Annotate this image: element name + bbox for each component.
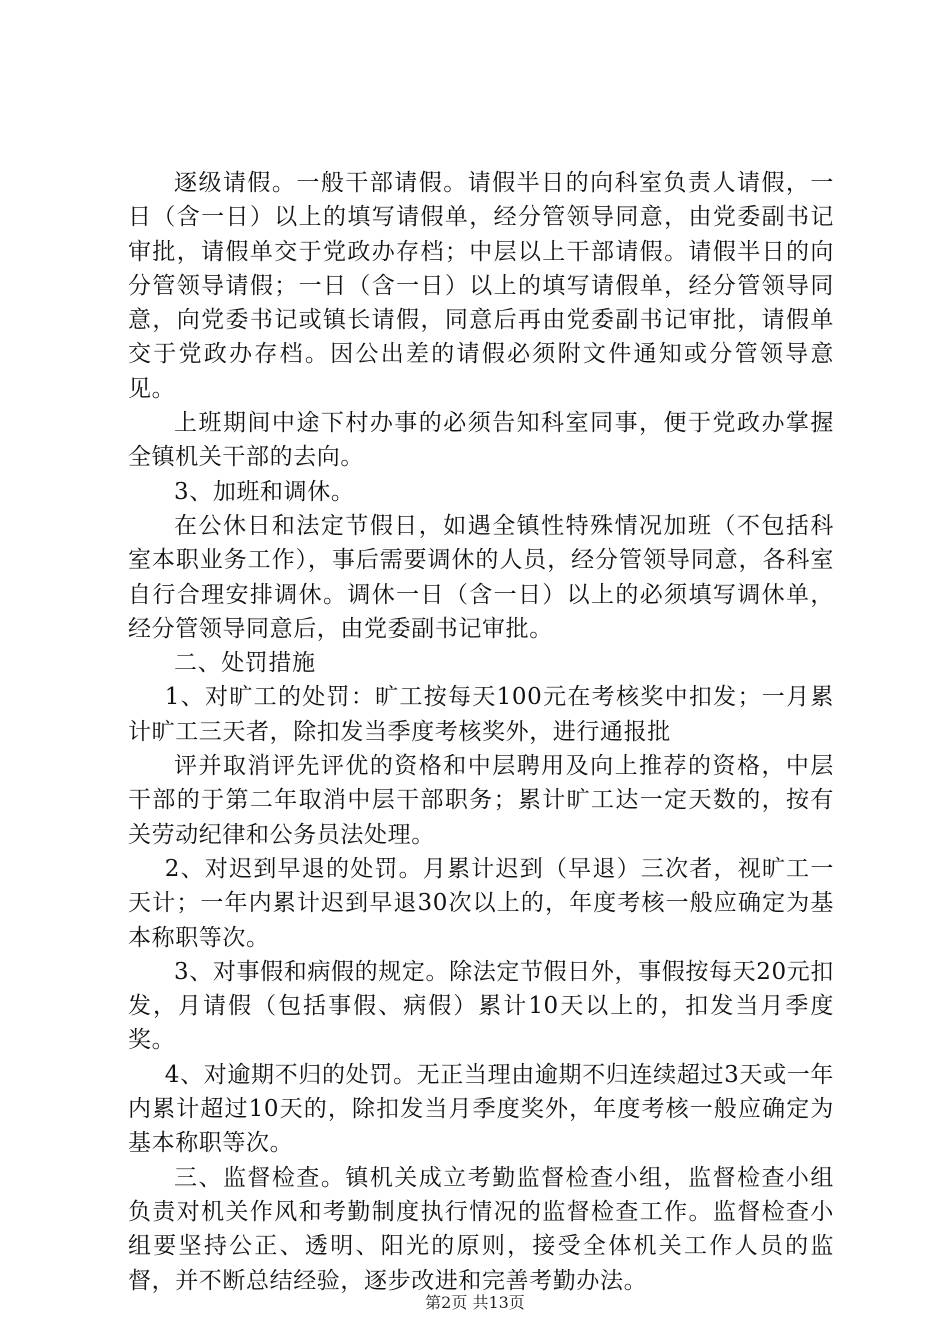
heading-overtime: 3、加班和调休。	[174, 478, 355, 505]
paragraph-sick-leave: 3、对事假和病假的规定。除法定节假日外，事假按每天20元扣发，月请假（包括事假、病假）累计10天以上的，扣发当月季度奖。	[128, 958, 834, 1054]
paragraph-overdue: 4、对逾期不归的处罚。无正当理由逾期不归连续超过3天或一年内累计超过10天的，除扣发当月季度奖外，年度考核一般应确定为基本称职等次。	[128, 1061, 834, 1157]
paragraph-lateness: 2、对迟到早退的处罚。月累计迟到（早退）三次者，视旷工一天计；一年内累计迟到早退30次以上的，年度考核一般应确定为基本称职等次。	[128, 855, 834, 951]
paragraph-field-visit: 上班期间中途下村办事的必须告知科室同事，便于党政办掌握全镇机关干部的去向。	[128, 410, 834, 471]
paragraph-absenteeism: 1、对旷工的处罚：旷工按每天100元在考核奖中扣发；一月累计旷工三天者，除扣发当季度考核奖外，进行通报批	[128, 684, 834, 745]
document-body	[128, 166, 834, 1298]
paragraph-supervision: 三、监督检查。镇机关成立考勤监督检查小组，监督检查小组负责对机关作风和考勤制度执行情况的监督检查工作。监督检查小组要坚持公正、透明、阳光的原则，接受全体机关工作人员的监督，并不断总结经验，逐步改进和完善考勤办法。	[128, 1164, 834, 1294]
paragraph-absenteeism-cont: 评并取消评先评优的资格和中层聘用及向上推荐的资格，中层干部的于第二年取消中层干部职务；累计旷工达一定天数的，按有关劳动纪律和公务员法处理。	[128, 753, 834, 848]
page-footer: 第2页 共13页	[425, 1293, 525, 1312]
heading-penalties: 二、处罚措施	[174, 650, 316, 677]
paragraph-leave-procedure: 逐级请假。一般干部请假。请假半日的向科室负责人请假，一日（含一日）以上的填写请假单，经分管领导同意，由党委副书记审批，请假单交于党政办存档；中层以上干部请假。请假半日的向分管领导请假；一日（含一日）以上的填写请假单，经分管领导同意，向党委书记或镇长请假，同意后再由党委副书记审批，请假单交于党政办存档。因公出差的请假必须附文件通知或分管领导意见。	[128, 170, 834, 402]
paragraph-overtime: 在公休日和法定节假日，如遇全镇性特殊情况加班（不包括科室本职业务工作），事后需要调休的人员，经分管领导同意，各科室自行合理安排调休。调休一日（含一日）以上的必须填写调休单，经分管领导同意后，由党委副书记审批。	[128, 512, 834, 642]
